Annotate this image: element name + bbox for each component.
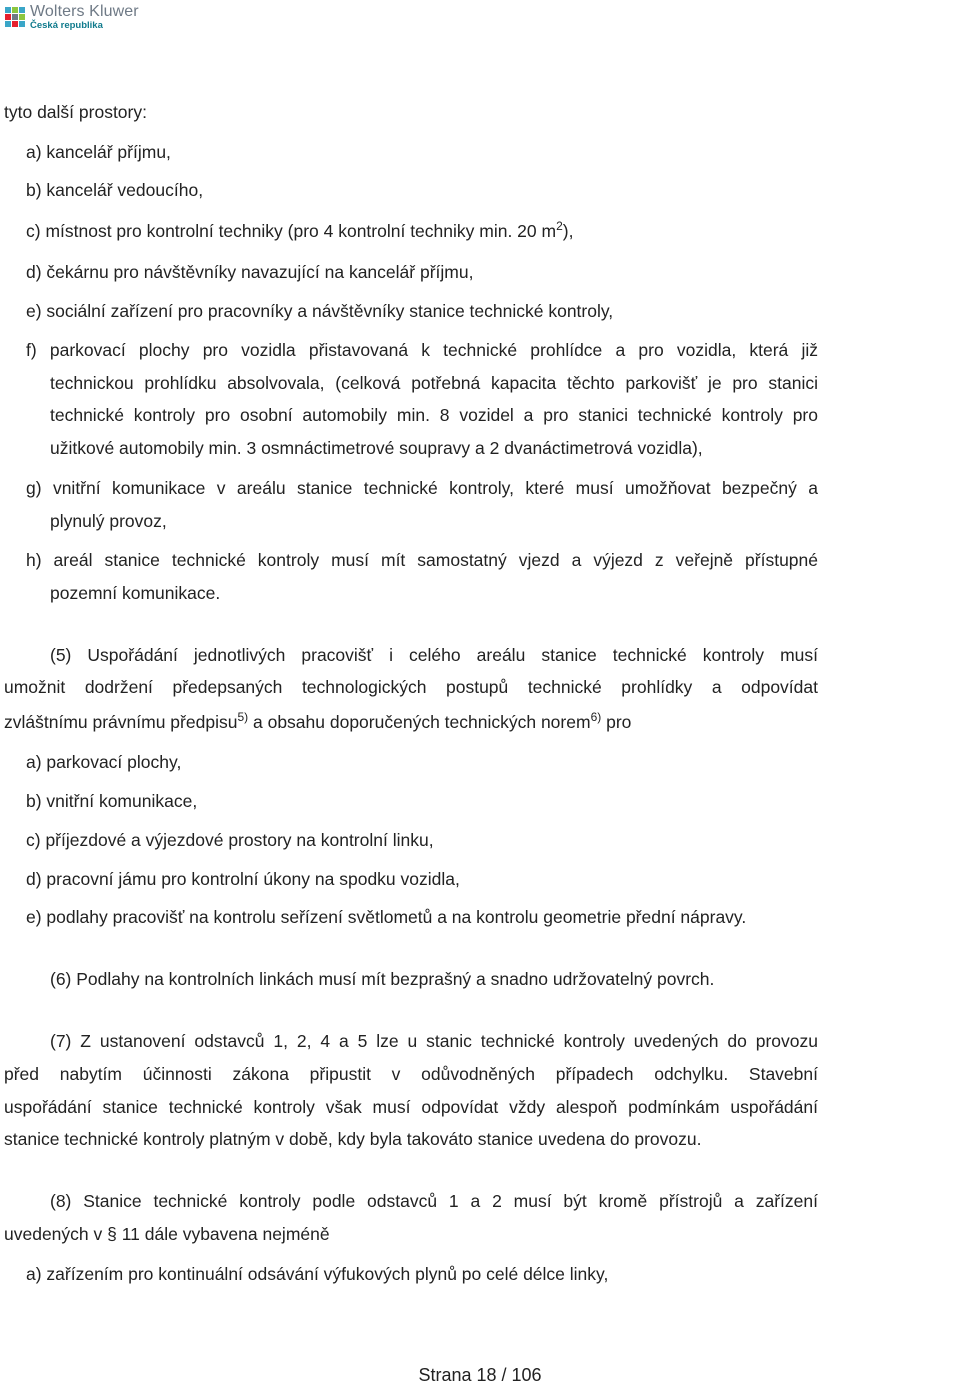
paragraph-line: (8) Stanice technické kontroly podle odstavců 1 a 2 musí být kromě přístrojů a zařízení: [50, 1191, 818, 1211]
list-item: a) parkovací plochy,: [26, 752, 182, 772]
text-line: pozemní komunikace.: [50, 583, 221, 603]
paragraph-line: stanice technické kontroly platným v době, kdy byla takováto stanice uvedena do provozu.: [4, 1129, 702, 1149]
list-item: e) podlahy pracovišť na kontrolu seřízení světlometů a na kontrolu geometrie přední nápravy.: [26, 907, 747, 927]
list-item: a) kancelář příjmu,: [26, 142, 171, 162]
list-item: d) čekárnu pro návštěvníky navazující na kancelář příjmu,: [26, 262, 474, 282]
text-line: tyto další prostory:: [4, 102, 147, 122]
paragraph-line: (7) Z ustanovení odstavců 1, 2, 4 a 5 lze u stanic technické kontroly uvedených do provozu: [50, 1031, 818, 1051]
paragraph-line: (5) Uspořádání jednotlivých pracovišť i celého areálu stanice technické kontroly musí: [50, 645, 818, 665]
superscript: 2: [556, 219, 563, 233]
paragraph-line: uvedených v § 11 dále vybavena nejméně: [4, 1224, 330, 1244]
text-run: c) místnost pro kontrolní techniky (pro 4 kontrolní techniky min. 20 m: [26, 221, 557, 241]
paragraph-line: uspořádání stanice technické kontroly však musí odpovídat vždy alespoň podmínkám uspořádání: [4, 1097, 818, 1117]
paragraph-line: umožnit dodržení předepsaných technologických postupů technické prohlídky a odpovídat: [4, 677, 818, 697]
text-line: užitkové automobily min. 3 osmnáctimetrové soupravy a 2 dvanáctimetrová vozidla),: [50, 438, 703, 458]
text-run: zvláštnímu právnímu předpisu: [4, 712, 238, 732]
text-run: ),: [562, 221, 574, 241]
list-item: h) areál stanice technické kontroly musí mít samostatný vjezd a výjezd z veřejně přístupné: [26, 550, 818, 570]
text-line: plynulý provoz,: [50, 511, 167, 531]
paragraph-line: před nabytím účinnosti zákona připustit v odůvodněných případech odchylku. Stavební: [4, 1064, 818, 1084]
page-number: Strana 18 / 106: [418, 1365, 542, 1385]
paragraph-line: [4, 712, 631, 732]
footnote-ref: 6): [590, 710, 602, 724]
text-run: a obsahu doporučených technických norem: [248, 712, 591, 732]
list-item: [26, 221, 573, 241]
list-item: f) parkovací plochy pro vozidla přistavovaná k technické prohlídce a pro vozidla, která již: [26, 340, 818, 360]
list-item: e) sociální zařízení pro pracovníky a návštěvníky stanice technické kontroly,: [26, 301, 614, 321]
logo-name: Wolters Kluwer: [30, 3, 139, 20]
list-item: c) příjezdové a výjezdové prostory na kontrolní linku,: [26, 830, 434, 850]
list-item: a) zařízením pro kontinuální odsávání výfukových plynů po celé délce linky,: [26, 1264, 609, 1284]
wolters-kluwer-logo-icon: [4, 6, 26, 28]
list-item: b) kancelář vedoucího,: [26, 180, 204, 200]
text-line: technickou prohlídku absolvovala, (celková potřebná kapacita těchto parkovišť je pro stanici: [50, 373, 818, 393]
footnote-ref: 5): [237, 710, 249, 724]
list-item: g) vnitřní komunikace v areálu stanice technické kontroly, které musí umožňovat bezpečný a: [26, 478, 818, 498]
list-item: d) pracovní jámu pro kontrolní úkony na spodku vozidla,: [26, 869, 460, 889]
paragraph-line: (6) Podlahy na kontrolních linkách musí mít bezprašný a snadno udržovatelný povrch.: [50, 969, 715, 989]
text-line: technické kontroly pro osobní automobily min. 8 vozidel a pro stanici technické kontroly pro: [50, 405, 818, 425]
logo-subtitle: Česká republika: [30, 20, 103, 31]
list-item: b) vnitřní komunikace,: [26, 791, 198, 811]
publisher-logo: [4, 4, 139, 31]
text-run: pro: [601, 712, 632, 732]
